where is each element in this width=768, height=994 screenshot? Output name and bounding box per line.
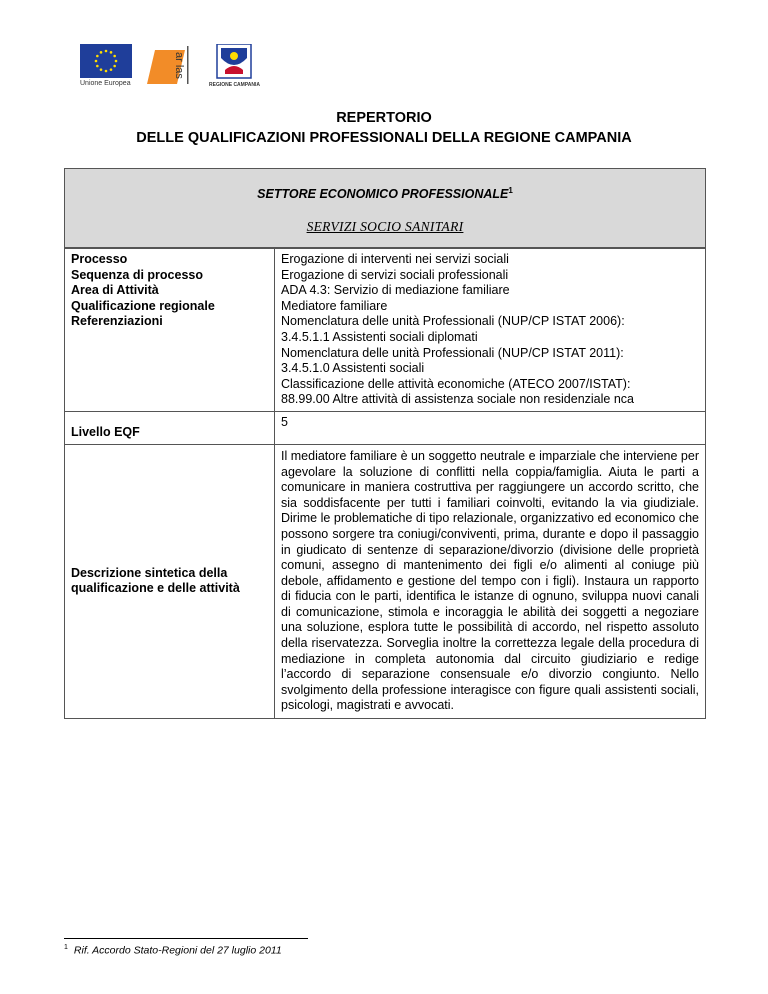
document-subtitle: DELLE QUALIFICAZIONI PROFESSIONALI DELLA REGIONE CAMPANIA <box>136 130 632 146</box>
qualificazione-label: Qualificazione regionale <box>71 298 215 313</box>
area-value: ADA 4.3: Servizio di mediazione familiare <box>281 283 510 298</box>
footnote-ref: 1 <box>508 186 513 195</box>
footnote-text: Rif. Accordo Stato-Regioni del 27 luglio 2011 <box>73 944 282 957</box>
arlas-logo-text: ar las <box>173 52 185 79</box>
regione-campania-logo <box>209 44 261 92</box>
descrizione-value: Il mediatore familiare è un soggetto neutrale e imparziale che interviene per agevolare la soluzione di conflitti nella coppia/famiglia. Aiuta le parti a comunicare in maniera costruttiva per raggiungere un accordo scritto, che sia soddisfacente per tutti i familiari coinvolti, evitando la via giudiziale. Dirime le problematiche di tipo relazionale, organizzativo ed economico che possono sorgere tra coniugi/conviventi, prima, durante e dopo il passaggio in giudicato di sentenze di separazione/divorzio (divisione delle proprietà comuni, assegno di mantenimento dei figli e/o alimenti al coniuge più debole, affidamento e gestione del tempo con i figli). Instaura un rapporto di fiducia con le parti, identifica le istanze di ognuno, sviluppa nuovi canali di comunicazione, stimola e incoraggia le abilità dei soggetti a negoziare una soluzione, esplora tutte le possibilità di accordo, nel rispetto assoluto della riservatezza. Sorveglia inoltre la correttezza legale della procedura di mediazione in completa autonomia dal circuito giudiziario e redige l’accordo di separazione consensuale e/o divorzio congiunto. Nello svolgimento della professione interagisce con figure quali assistenti sociali, psicologi, magistrati e avvocati. <box>275 444 706 718</box>
eqf-label: Livello EQF <box>65 411 275 444</box>
document-title: REPERTORIO <box>336 110 432 126</box>
regione-campania-emblem-icon <box>211 44 257 80</box>
footnote <box>64 944 282 957</box>
eu-star-icon <box>110 51 113 54</box>
referenziazioni-label: Referenziazioni <box>71 314 163 329</box>
table-row <box>65 411 706 444</box>
eu-star-icon <box>115 60 118 63</box>
regione-campania-caption: REGIONE CAMPANIA <box>209 82 261 88</box>
labels-cell <box>65 249 275 412</box>
referenziazioni-line: Nomenclatura delle unità Professionali (NUP/CP ISTAT 2011): <box>281 345 624 360</box>
footnote-divider <box>64 938 308 939</box>
eu-star-icon <box>100 51 103 54</box>
referenziazioni-line: 3.4.5.1.0 Assistenti sociali <box>281 361 425 376</box>
settore-label-text: SETTORE ECONOMICO PROFESSIONALE <box>257 187 509 202</box>
qualification-table <box>64 248 706 719</box>
footnote-number: 1 <box>64 944 68 951</box>
referenziazioni-line: Nomenclatura delle unità Professionali (NUP/CP ISTAT 2006): <box>281 314 625 329</box>
descrizione-label-line: Descrizione sintetica della <box>71 565 228 580</box>
eu-star-icon <box>113 65 116 68</box>
table-row <box>65 249 706 412</box>
descrizione-label-line: qualificazione e delle attività <box>71 581 240 596</box>
processo-label: Processo <box>71 252 128 266</box>
eu-star-icon <box>110 68 113 71</box>
arlas-logo <box>147 46 207 84</box>
eu-logo <box>80 44 132 92</box>
eu-star-icon <box>96 55 99 58</box>
settore-value: SERVIZI SOCIO SANITARI <box>306 219 464 234</box>
eu-star-icon <box>95 60 98 63</box>
eu-flag-icon <box>80 44 132 78</box>
qualificazione-value: Mediatore familiare <box>281 298 388 313</box>
referenziazioni-line: Classificazione delle attività economiche (ATECO 2007/ISTAT): <box>281 376 631 391</box>
eqf-value: 5 <box>275 411 706 444</box>
eu-logo-caption: Unione Europea <box>80 80 131 87</box>
eu-star-icon <box>113 55 116 58</box>
referenziazioni-line: 88.99.00 Altre attività di assistenza sociale non residenziale nca <box>281 392 634 407</box>
values-cell <box>275 249 706 412</box>
area-label: Area di Attività <box>71 283 159 298</box>
sequenza-label: Sequenza di processo <box>71 267 203 282</box>
table-row <box>65 444 706 718</box>
settore-label <box>65 186 705 201</box>
eu-star-icon <box>105 50 108 53</box>
eu-star-icon <box>100 68 103 71</box>
eu-star-icon <box>96 65 99 68</box>
descrizione-label <box>65 444 275 718</box>
processo-value: Erogazione di interventi nei servizi sociali <box>281 252 509 266</box>
sequenza-value: Erogazione di servizi sociali professionali <box>281 267 509 282</box>
eu-star-icon <box>105 70 108 73</box>
settore-header <box>64 168 706 248</box>
referenziazioni-line: 3.4.5.1.1 Assistenti sociali diplomati <box>281 329 478 344</box>
